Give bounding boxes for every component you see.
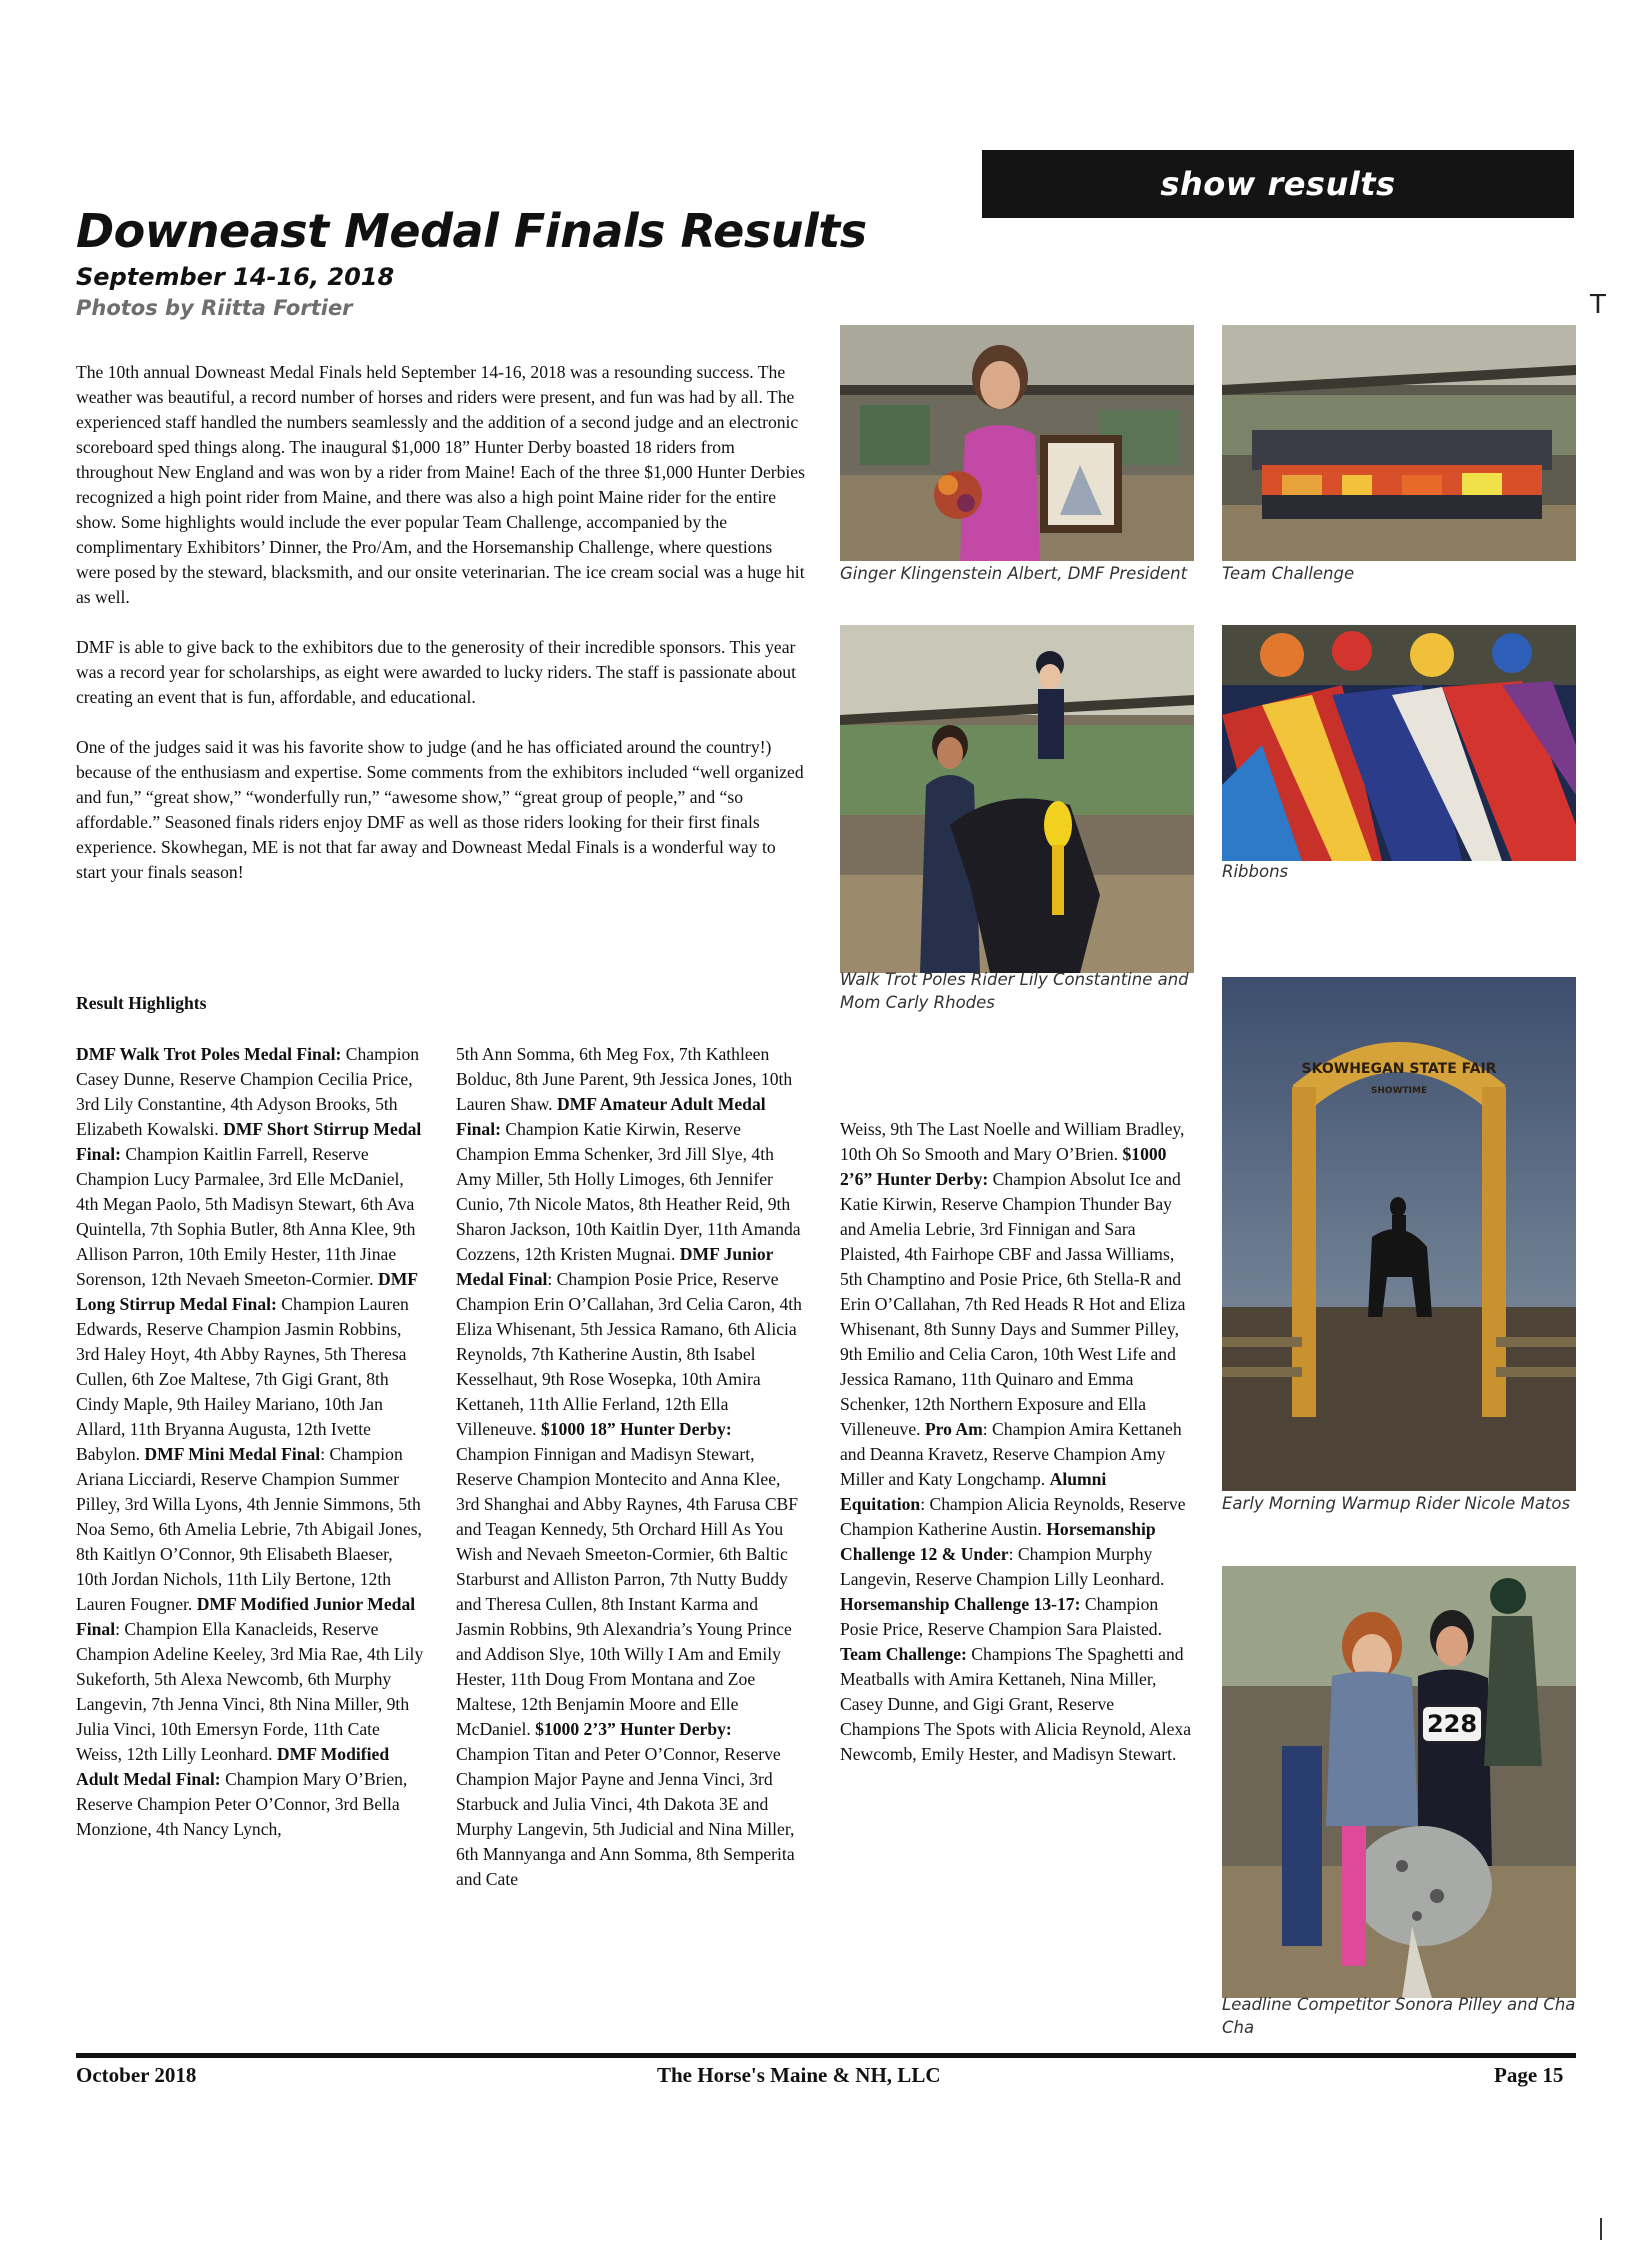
- intro-paragraph: The 10th annual Downeast Medal Finals held September 14-16, 2018 was a resounding success. The weather was beautiful, a record number of horses and riders were present, and fun was had by all. The experienced staff handled the numbers seamlessly and the addition of a second judge and an electronic scoreboard sped things along. The inaugural $1,000 18” Hunter Derby boasted 18 riders from throughout New England and was won by a rider from Maine! Each of the three $1,000 Hunter Derbies recognized a high point rider from Maine, and there was also a high point Maine rider for the entire show. Some highlights would include the ever popular Team Challenge, accompanied by the complimentary Exhibitors’ Dinner, the Pro/Am, and the Horsemanship Challenge, where questions were posed by the steward, blacksmith, and our onsite veterinarian. The ice cream social was a huge hit as well.: [76, 362, 805, 607]
- result-placings: Champions The Spaghetti and Meatballs with Amira Kettaneh, Nina Miller, Casey Dunne, and Gigi Grant, Reserve Champions The Spots with Alicia Reynold, Alexa Newcomb, Emily Hester, and Madisyn Stewart.: [840, 1644, 1192, 1764]
- result-division: DMF Junior Medal Final: [456, 1244, 774, 1289]
- intro-paragraph: DMF is able to give back to the exhibitors due to the generosity of their incredible sponsors. This year was a record year for scholarships, as eight were awarded to lucky riders. The staff is passionate about creating an event that is fun, affordable, and educational.: [76, 637, 796, 707]
- result-placings: Champion Lauren Edwards, Reserve Champion Jasmin Robbins, 3rd Haley Hoyt, 4th Abby Raynes, 5th Theresa Cullen, 6th Zoe Maltese, 7th Gigi Grant, 8th Cindy Maple, 9th Hailey Mariano, 10th Jan Allard, 11th Bryanna Augusta, 12th Ivette Babylon.: [76, 1294, 409, 1464]
- result-placings: : Champion Amira Kettaneh and Deanna Kravetz, Reserve Champion Amy Miller and Katy Longchamp.: [840, 1419, 1182, 1489]
- photo-caption: Early Morning Warmup Rider Nicole Matos: [1222, 1494, 1571, 1513]
- result-placings: Champion Posie Price, Reserve Champion Sara Plaisted.: [840, 1594, 1163, 1639]
- result-placings: : Champion Posie Price, Reserve Champion Erin O’Callahan, 3rd Celia Caron, 4th Eliza Whisenant, 5th Jessica Ramano, 6th Alicia Reynolds, 7th Katherine Austin, 8th Isabel Kesselhaut, 9th Rose Wosepka, 10th Amira Kettaneh, 11th Allie Ferland, 12th Ella Villeneuve.: [456, 1269, 802, 1439]
- result-division: DMF Long Stirrup Medal Final:: [76, 1269, 418, 1314]
- photo-walk-trot-poles: [840, 625, 1194, 973]
- result-placings: Champion Katie Kirwin, Reserve Champion Emma Schenker, 3rd Jill Slye, 4th Amy Miller, 5th Holly Limoges, 6th Jennifer Cunio, 7th Nicole Matos, 8th Heather Reid, 9th Sharon Jackson, 10th Kaitlin Dyer, 11th Amanda Cozzens, 12th Kristen Mugnai.: [456, 1119, 801, 1264]
- section-banner: show results: [982, 150, 1574, 218]
- result-division: DMF Modified Junior Medal Final: [76, 1594, 416, 1639]
- result-placings: : Champion Ella Kanacleids, Reserve Champion Adeline Keeley, 3rd Mia Rae, 4th Lily Sukeforth, 5th Alexa Newcomb, 6th Murphy Langevin, 7th Jenna Vinci, 8th Nina Miller, 9th Julia Vinci, 10th Emersyn Forde, 11th Cate Weiss, 12th Lilly Leonhard.: [76, 1619, 424, 1764]
- sign-text: SKOWHEGAN STATE FAIR: [1301, 1061, 1497, 1077]
- photo-leadline-competitor: [1222, 1566, 1576, 1998]
- crop-tick: [1600, 2218, 1602, 2240]
- issue-date: October 2018: [76, 2063, 197, 2087]
- photo-caption: Team Challenge: [1222, 564, 1355, 583]
- result-division: Horsemanship Challenge 13-17:: [840, 1594, 1081, 1614]
- sign-subtext: SHOWTIME: [1370, 1086, 1428, 1096]
- photo-caption: Ribbons: [1222, 862, 1289, 881]
- result-placings: : Champion Ariana Licciardi, Reserve Champion Summer Pilley, 3rd Willa Lyons, 4th Jennie Simmons, 5th Noa Semo, 6th Amelia Lebrie, 7th Abigail Jones, 8th Kaitlyn O’Connor, 9th Elisabeth Blaeser, 10th Jordan Nichols, 11th Lily Bertone, 12th Lauren Fougner.: [76, 1444, 422, 1614]
- result-division: Pro Am: [924, 1419, 983, 1439]
- result-placings: : Champion Murphy Langevin, Reserve Champion Lilly Leonhard.: [840, 1544, 1165, 1589]
- result-division: Team Challenge:: [840, 1644, 967, 1664]
- result-placings: Weiss, 9th The Last Noelle and William Bradley, 10th Oh So Smooth and Mary O’Brien.: [840, 1119, 1185, 1164]
- result-division: DMF Mini Medal Final: [144, 1444, 321, 1464]
- photo-team-challenge: [1222, 325, 1576, 561]
- article-title: Downeast Medal Finals Results: [76, 204, 867, 258]
- result-placings: Champion Mary O’Brien, Reserve Champion Peter O’Connor, 3rd Bella Monzione, 4th Nancy Lynch,: [76, 1769, 408, 1839]
- result-placings: Champion Finnigan and Madisyn Stewart, Reserve Champion Montecito and Anna Klee, 3rd Shanghai and Abby Raynes, 4th Farusa CBF and Teagan Kennedy, 5th Orchard Hill As You Wish and Nevaeh Smeeton-Cormier, 6th Baltic Starburst and Alliston Parron, 7th Nutty Buddy and Theresa Cullen, 8th Instant Karma and Jasmin Robbins, 9th Alexandria’s Young Prince and Addison Slye, 10th Willy I Am and Emily Hester, 11th Doug From Montana and Zoe Maltese, 12th Benjamin Moore and Elle McDaniel.: [456, 1444, 799, 1739]
- result-division: $1000 2’3” Hunter Derby:: [535, 1719, 732, 1739]
- result-placings: 5th Ann Somma, 6th Meg Fox, 7th Kathleen Bolduc, 8th June Parent, 9th Jessica Jones, 10th Lauren Shaw.: [456, 1044, 793, 1114]
- photo-caption: Walk Trot Poles Rider Lily Constantine and Mom Carly Rhodes: [840, 970, 1189, 1012]
- photo-caption: Leadline Competitor Sonora Pilley and Cha Cha: [1222, 1995, 1576, 2037]
- result-division: DMF Short Stirrup Medal Final:: [76, 1119, 422, 1164]
- competitor-number: 228: [1426, 1710, 1478, 1738]
- photo-early-morning-warmup: [1222, 977, 1576, 1491]
- result-placings: : Champion Alicia Reynolds, Reserve Champion Katherine Austin.: [840, 1494, 1186, 1539]
- result-placings: Champion Titan and Peter O’Connor, Reserve Champion Major Payne and Jenna Vinci, 3rd Starbuck and Julia Vinci, 4th Dakota 3E and Murphy Langevin, 5th Judicial and Nina Miller, 6th Mannyanga and Ann Somma, 8th Semperita and Cate: [456, 1744, 795, 1889]
- result-division: Alumni Equitation: [840, 1469, 1107, 1514]
- photo-ginger-klingenstein: [840, 325, 1194, 561]
- intro-paragraph: One of the judges said it was his favorite show to judge (and he has officiated around the country!) because of the enthusiasm and expertise. Some comments from the exhibitors included “well organized and fun,” “great show,” “wonderfully run,” “awesome show,” “great group of people,” and “so affordable.” Seasoned finals riders enjoy DMF as well as those riders looking for their first finals experience. Skowhegan, ME is not that far away and Downeast Medal Finals is a wonderful way to start your finals season!: [76, 737, 804, 882]
- result-division: $1000 18” Hunter Derby:: [540, 1419, 732, 1439]
- results-column-3: [840, 1117, 1192, 1767]
- results-heading: Result Highlights: [76, 993, 207, 1013]
- result-division: $1000 2’6” Hunter Derby:: [840, 1144, 1167, 1189]
- footer-rule: [76, 2053, 1576, 2058]
- article-date: September 14-16, 2018: [76, 263, 395, 291]
- result-division: DMF Amateur Adult Medal Final:: [456, 1094, 766, 1139]
- publication-name: The Horse's Maine & NH, LLC: [657, 2063, 941, 2087]
- photo-ribbons: [1222, 625, 1576, 861]
- result-placings: Champion Absolut Ice and Katie Kirwin, Reserve Champion Thunder Bay and Amelia Lebrie, 3rd Finnigan and Sara Plaisted, 4th Fairhope CBF and Jassa Williams, 5th Champtino and Posie Price, 6th Stella-R and Erin O’Callahan, 7th Red Heads R Hot and Eliza Whisenant, 8th Sunny Days and Summer Pilley, 9th Emilio and Celia Caron, 10th West Life and Jessica Ramano, 11th Quinaro and Emma Schenker, 12th Northern Exposure and Ella Villeneuve.: [840, 1169, 1186, 1439]
- results-column-2: [456, 1042, 806, 1892]
- photo-credit: Photos by Riitta Fortier: [76, 296, 353, 320]
- intro-text: [76, 360, 806, 885]
- result-placings: Champion Casey Dunne, Reserve Champion Cecilia Price, 3rd Lily Constantine, 4th Adyson Brooks, 5th Elizabeth Kowalski.: [76, 1044, 420, 1139]
- result-division: DMF Modified Adult Medal Final:: [76, 1744, 390, 1789]
- result-placings: Champion Kaitlin Farrell, Reserve Champion Lucy Parmalee, 3rd Elle McDaniel, 4th Megan Paolo, 5th Madisyn Stewart, 6th Ava Quintella, 7th Sophia Butler, 8th Anna Klee, 9th Allison Parron, 10th Emily Hester, 11th Jinae Sorenson, 12th Nevaeh Smeeton-Cormier.: [76, 1144, 416, 1289]
- result-division: DMF Walk Trot Poles Medal Final:: [76, 1044, 342, 1064]
- results-column-1: [76, 1042, 426, 1842]
- result-division: Horsemanship Challenge 12 & Under: [840, 1519, 1156, 1564]
- page-number: Page 15: [1494, 2063, 1564, 2087]
- photo-caption: Ginger Klingenstein Albert, DMF President: [840, 564, 1188, 583]
- crop-mark: T: [1590, 290, 1606, 320]
